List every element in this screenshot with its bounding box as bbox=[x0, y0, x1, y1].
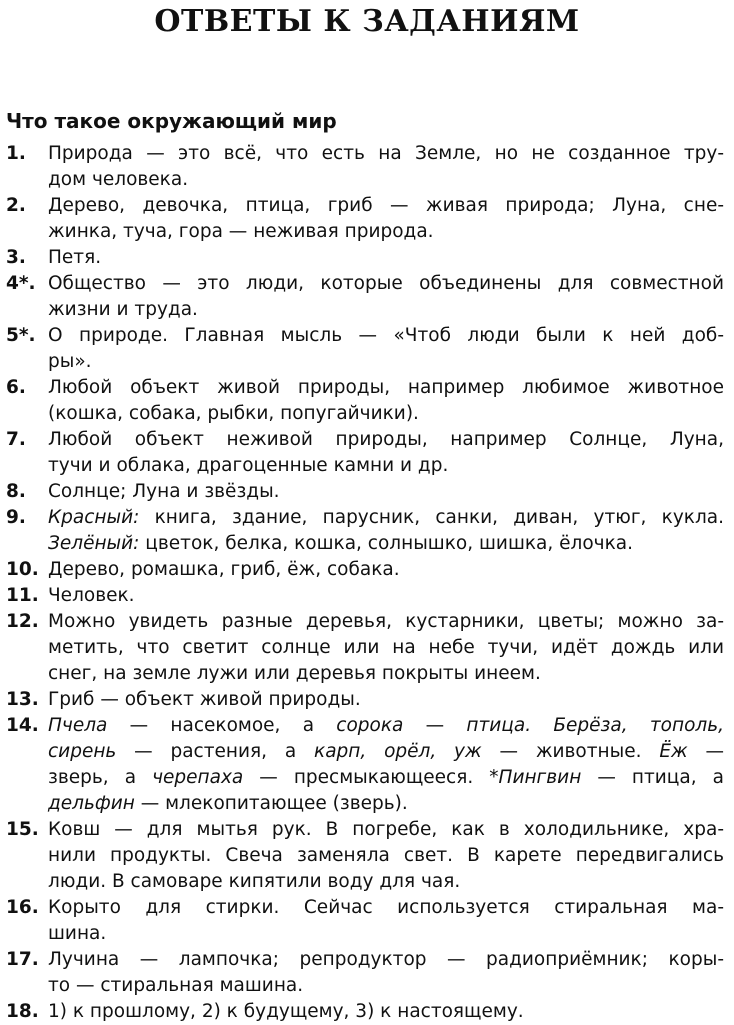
answer-text bbox=[48, 713, 724, 817]
answer-item bbox=[0, 999, 734, 1025]
answer-line bbox=[48, 167, 724, 193]
answer-line bbox=[48, 297, 724, 323]
answer-text bbox=[48, 999, 724, 1025]
answer-number: 1. bbox=[6, 143, 26, 164]
answer-number: 9. bbox=[6, 507, 26, 528]
answer-item bbox=[0, 713, 734, 817]
answer-line bbox=[48, 479, 724, 505]
answer-line bbox=[48, 141, 724, 167]
answer-text bbox=[48, 583, 724, 609]
text-run: нили продукты. Свеча заменяла свет. В карете передвигались bbox=[48, 845, 724, 866]
answer-number: 3. bbox=[6, 247, 26, 268]
answer-text bbox=[48, 427, 724, 479]
page-title: ОТВЕТЫ К ЗАДАНИЯМ bbox=[154, 4, 580, 39]
text-run: — млекопитающее (зверь). bbox=[134, 793, 408, 814]
answer-line bbox=[48, 349, 724, 375]
answer-line bbox=[48, 583, 724, 609]
answer-number: 16. bbox=[6, 897, 39, 918]
answer-number: 12. bbox=[6, 611, 39, 632]
answer-line bbox=[48, 271, 724, 297]
text-run: 1) к прошлому, 2) к будущему, 3) к настоящему. bbox=[48, 1001, 524, 1022]
text-run: цветок, белка, кошка, солнышко, шишка, ёлочка. bbox=[139, 533, 633, 554]
answer-line bbox=[48, 427, 724, 453]
answer-text bbox=[48, 479, 724, 505]
text-run: снег, на земле лужи или деревья покрыты инеем. bbox=[48, 663, 541, 684]
answer-item bbox=[0, 687, 734, 713]
text-run: Гриб — объект живой природы. bbox=[48, 689, 361, 710]
answer-number: 2. bbox=[6, 195, 26, 216]
answer-item bbox=[0, 583, 734, 609]
text-run: Корыто для стирки. Сейчас используется стиральная ма- bbox=[48, 897, 724, 918]
answer-number: 7. bbox=[6, 429, 26, 450]
answer-item bbox=[0, 817, 734, 895]
text-run: жинка, туча, гора — неживая природа. bbox=[48, 221, 434, 242]
text-run: — растения, а bbox=[116, 741, 315, 762]
answer-item bbox=[0, 375, 734, 427]
answer-line bbox=[48, 245, 724, 271]
text-run: Любой объект живой природы, например любимое животное bbox=[48, 377, 724, 398]
answer-text bbox=[48, 687, 724, 713]
emphasis-text: дельфин bbox=[48, 793, 135, 814]
section-title: Что такое окружающий мир bbox=[6, 109, 337, 133]
emphasis-text: Пчела bbox=[48, 715, 108, 736]
text-run: Лучина — лампочка; репродуктор — радиоприёмник; коры- bbox=[48, 949, 724, 970]
text-run: Любой объект неживой природы, например Солнце, Луна, bbox=[48, 429, 724, 450]
text-run: — bbox=[403, 715, 467, 736]
answer-text bbox=[48, 271, 724, 323]
text-run: книга, здание, парусник, санки, диван, утюг, кукла. bbox=[139, 507, 724, 528]
answer-number: 6. bbox=[6, 377, 26, 398]
answer-line bbox=[48, 375, 724, 401]
text-run: О природе. Главная мысль — «Чтоб люди были к ней доб- bbox=[48, 325, 724, 346]
emphasis-text: сирень bbox=[48, 741, 117, 762]
text-run: — животные. bbox=[481, 741, 660, 762]
answer-line bbox=[48, 661, 724, 687]
text-run: — птица, а bbox=[581, 767, 724, 788]
answer-item bbox=[0, 245, 734, 271]
answer-number: 13. bbox=[6, 689, 39, 710]
emphasis-text: Пингвин bbox=[498, 767, 582, 788]
answer-text bbox=[48, 895, 724, 947]
answer-item bbox=[0, 505, 734, 557]
answer-item bbox=[0, 141, 734, 193]
answer-line bbox=[48, 765, 724, 791]
answer-number: 11. bbox=[6, 585, 39, 606]
answer-line bbox=[48, 193, 724, 219]
answer-line bbox=[48, 739, 724, 765]
answer-line bbox=[48, 999, 724, 1025]
text-run: — пресмыкающееся. * bbox=[243, 767, 499, 788]
text-run: шина. bbox=[48, 923, 107, 944]
answer-line bbox=[48, 401, 724, 427]
answer-line bbox=[48, 219, 724, 245]
answer-item bbox=[0, 271, 734, 323]
answer-line bbox=[48, 895, 724, 921]
answer-number: 17. bbox=[6, 949, 39, 970]
answer-number: 18. bbox=[6, 1001, 39, 1022]
answer-number: 10. bbox=[6, 559, 39, 580]
answer-text bbox=[48, 141, 724, 193]
text-run: Солнце; Луна и звёзды. bbox=[48, 481, 280, 502]
emphasis-text: Ёж bbox=[659, 741, 688, 762]
text-run: — насекомое, а bbox=[107, 715, 337, 736]
emphasis-text: Зелёный: bbox=[48, 533, 140, 554]
text-run: тучи и облака, драгоценные камни и др. bbox=[48, 455, 449, 476]
answer-line bbox=[48, 947, 724, 973]
text-run: люди. В самоваре кипятили воду для чая. bbox=[48, 871, 461, 892]
answer-item bbox=[0, 557, 734, 583]
text-run: Дерево, девочка, птица, гриб — живая природа; Луна, сне- bbox=[48, 195, 724, 216]
answer-line bbox=[48, 687, 724, 713]
answer-line bbox=[48, 843, 724, 869]
text-run: дом человека. bbox=[48, 169, 189, 190]
answer-text bbox=[48, 245, 724, 271]
answer-text bbox=[48, 505, 724, 557]
text-run: (кошка, собака, рыбки, попугайчики). bbox=[48, 403, 419, 424]
answer-text bbox=[48, 193, 724, 245]
answer-text bbox=[48, 609, 724, 687]
answer-text bbox=[48, 375, 724, 427]
answer-item bbox=[0, 323, 734, 375]
answer-line bbox=[48, 921, 724, 947]
emphasis-text: карп, орёл, уж bbox=[314, 741, 482, 762]
answer-item bbox=[0, 193, 734, 245]
answer-number: 4*. bbox=[6, 273, 36, 294]
text-run: жизни и труда. bbox=[48, 299, 198, 320]
answer-item bbox=[0, 947, 734, 999]
text-run: метить, что светит солнце или на небе тучи, идёт дождь или bbox=[48, 637, 724, 658]
answer-item bbox=[0, 427, 734, 479]
text-run: Дерево, ромашка, гриб, ёж, собака. bbox=[48, 559, 400, 580]
text-run: Петя. bbox=[48, 247, 102, 268]
answer-line bbox=[48, 791, 724, 817]
answer-line bbox=[48, 973, 724, 999]
text-run: Природа — это всё, что есть на Земле, но не созданное тру- bbox=[48, 143, 724, 164]
answer-line bbox=[48, 817, 724, 843]
answer-text bbox=[48, 323, 724, 375]
answer-number: 5*. bbox=[6, 325, 36, 346]
answer-item bbox=[0, 895, 734, 947]
answer-line bbox=[48, 713, 724, 739]
answer-line bbox=[48, 453, 724, 479]
emphasis-text: сорока bbox=[336, 715, 404, 736]
text-run: Можно увидеть разные деревья, кустарники, цветы; можно за- bbox=[48, 611, 724, 632]
answer-list bbox=[0, 141, 734, 1025]
text-run: то — стиральная машина. bbox=[48, 975, 304, 996]
answer-number: 14. bbox=[6, 715, 39, 736]
answer-line bbox=[48, 505, 724, 531]
text-run: — bbox=[687, 741, 724, 762]
emphasis-text: птица. Берёза, тополь, bbox=[466, 715, 724, 736]
answer-line bbox=[48, 557, 724, 583]
answer-text bbox=[48, 947, 724, 999]
answer-line bbox=[48, 323, 724, 349]
answer-text bbox=[48, 817, 724, 895]
answer-number: 8. bbox=[6, 481, 26, 502]
answer-number: 15. bbox=[6, 819, 39, 840]
answer-line bbox=[48, 635, 724, 661]
text-run: Человек. bbox=[48, 585, 135, 606]
text-run: Ковш — для мытья рук. В погребе, как в холодильнике, хра- bbox=[48, 819, 724, 840]
emphasis-text: Красный: bbox=[48, 507, 140, 528]
answer-line bbox=[48, 531, 724, 557]
answer-line bbox=[48, 869, 724, 895]
text-run: зверь, а bbox=[48, 767, 153, 788]
answer-item bbox=[0, 479, 734, 505]
answer-text bbox=[48, 557, 724, 583]
emphasis-text: черепаха bbox=[152, 767, 244, 788]
answer-item bbox=[0, 609, 734, 687]
answer-line bbox=[48, 609, 724, 635]
text-run: Общество — это люди, которые объединены для совместной bbox=[48, 273, 724, 294]
text-run: ры». bbox=[48, 351, 92, 372]
